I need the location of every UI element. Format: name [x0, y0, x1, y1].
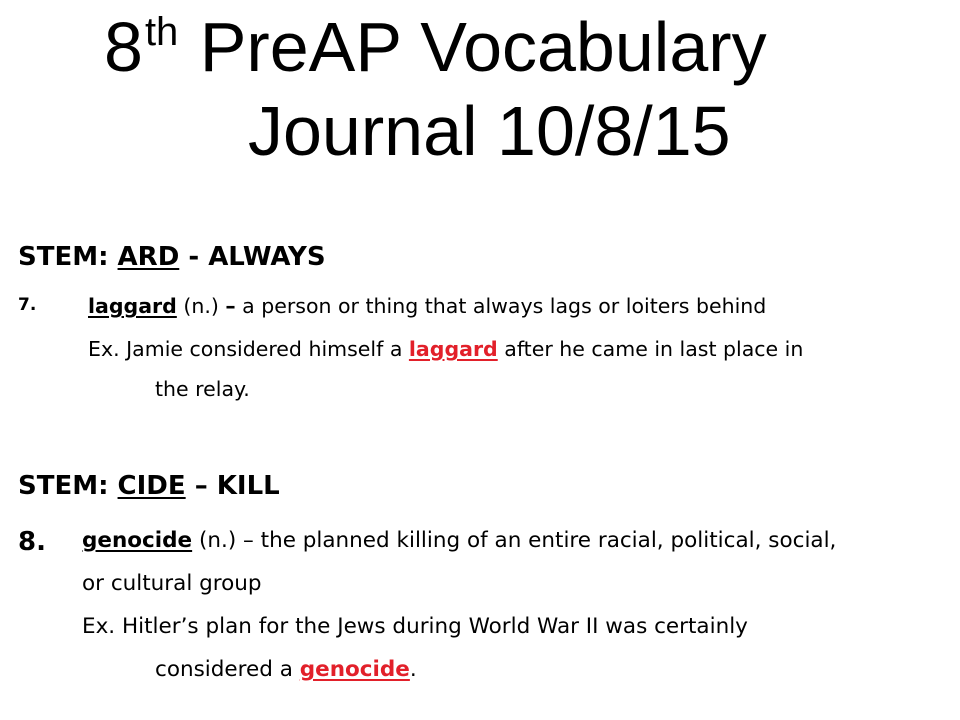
part-of-speech: (n.) – — [192, 528, 261, 553]
example-text-end: . — [409, 657, 417, 682]
definition: the planned killing of an entire racial, political, social, — [260, 528, 837, 553]
example-line-genocide: Ex. Hitler’s plan for the Jews during World War II was certainly — [82, 614, 748, 639]
definition: a person or thing that always lags or loiters behind — [235, 294, 767, 318]
page-title-line-2: Journal 10/8/15 — [248, 92, 731, 170]
example-text: considered a — [155, 657, 300, 682]
vocab-word: laggard — [88, 294, 177, 318]
stem-heading-ard — [18, 244, 326, 270]
stem-root: CIDE — [117, 471, 186, 501]
definition-line-genocide — [82, 530, 836, 552]
example-continuation-genocide — [155, 659, 417, 681]
stem-root: ARD — [117, 242, 180, 272]
entry-number: 8. — [18, 527, 46, 557]
example-text-end: after he came in last place in — [497, 337, 804, 361]
title-superscript: th — [144, 10, 179, 54]
example-continuation-laggard: the relay. — [155, 377, 250, 401]
vocab-word: genocide — [82, 528, 193, 553]
stem-separator: - — [179, 242, 209, 272]
example-highlight-word: genocide — [299, 657, 410, 682]
part-of-speech: (n.) — [176, 294, 226, 318]
definition-line-laggard — [88, 296, 766, 317]
example-highlight-word: laggard — [408, 337, 498, 361]
stem-label: STEM: — [18, 471, 118, 501]
example-line-laggard — [88, 339, 803, 360]
entry-number: 7. — [18, 295, 37, 315]
stem-label: STEM: — [18, 242, 118, 272]
stem-meaning: KILL — [216, 471, 280, 501]
stem-meaning: ALWAYS — [208, 242, 326, 272]
stem-separator: – — [185, 471, 217, 501]
definition-continuation-genocide: or cultural group — [82, 571, 262, 596]
page-title-line-1 — [104, 8, 767, 86]
dash: – — [225, 294, 236, 318]
example-text: Ex. Jamie considered himself a — [88, 337, 409, 361]
stem-heading-cide — [18, 473, 280, 499]
title-text: PreAP Vocabulary — [180, 8, 767, 86]
title-number: 8 — [104, 8, 143, 86]
